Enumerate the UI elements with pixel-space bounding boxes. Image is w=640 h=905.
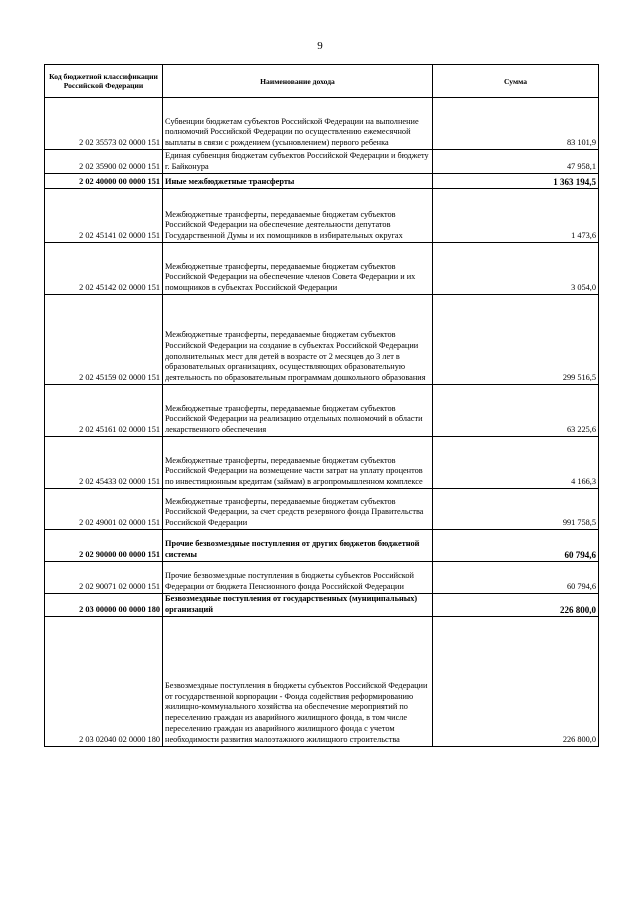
table-header-row xyxy=(45,65,599,98)
row-name: Прочие безвозмездные поступления в бюджеты субъектов Российской Федерации от бюджета Пенсионного фонда Российской Федерации xyxy=(163,562,433,594)
header-name: Наименование дохода xyxy=(163,65,433,98)
table-row xyxy=(45,437,599,489)
row-code: 2 02 45142 02 0000 151 xyxy=(45,243,163,295)
row-sum: 226 800,0 xyxy=(433,616,599,746)
row-name: Межбюджетные трансферты, передаваемые бюджетам субъектов Российской Федерации, за счет средств резервного фонда Правительства Российской Федерации xyxy=(163,489,433,530)
table-row xyxy=(45,562,599,594)
row-code: 2 02 45141 02 0000 151 xyxy=(45,189,163,243)
row-name: Межбюджетные трансферты, передаваемые бюджетам субъектов Российской Федерации на обеспечение членов Совета Федерации и их помощников в субъектах Российской Федерации xyxy=(163,243,433,295)
page-number: 9 xyxy=(317,40,323,52)
row-code: 2 02 90000 00 0000 151 xyxy=(45,530,163,562)
row-code: 2 02 90071 02 0000 151 xyxy=(45,562,163,594)
revenue-table xyxy=(44,64,599,747)
table-row xyxy=(45,385,599,437)
table-row xyxy=(45,189,599,243)
row-name: Безвозмездные поступления от государственных (муниципальных) организаций xyxy=(163,594,433,617)
row-code: 2 02 35573 02 0000 151 xyxy=(45,98,163,150)
row-sum: 299 516,5 xyxy=(433,295,599,385)
row-sum: 226 800,0 xyxy=(433,594,599,617)
row-name: Единая субвенция бюджетам субъектов Российской Федерации и бюджету г. Байконура xyxy=(163,150,433,174)
header-sum: Сумма xyxy=(433,65,599,98)
table-row xyxy=(45,150,599,174)
row-name: Межбюджетные трансферты, передаваемые бюджетам субъектов Российской Федерации на возмещение части затрат на уплату процентов по инвестиционным кредитам (займам) в агропромышленном комплексе xyxy=(163,437,433,489)
row-sum: 47 958,1 xyxy=(433,150,599,174)
row-name: Межбюджетные трансферты, передаваемые бюджетам субъектов Российской Федерации на обеспечение деятельности депутатов Государственной Думы и их помощников в избирательных округах xyxy=(163,189,433,243)
row-code: 2 02 45433 02 0000 151 xyxy=(45,437,163,489)
row-sum: 4 166,3 xyxy=(433,437,599,489)
table-row xyxy=(45,243,599,295)
row-sum: 3 054,0 xyxy=(433,243,599,295)
row-sum: 991 758,5 xyxy=(433,489,599,530)
table-row xyxy=(45,594,599,617)
table-row xyxy=(45,295,599,385)
row-code: 2 02 45161 02 0000 151 xyxy=(45,385,163,437)
row-name: Межбюджетные трансферты, передаваемые бюджетам субъектов Российской Федерации на создание в субъектах Российской Федерации дополнительных мест для детей в возрасте от 2 месяцев до 3 лет в образовательных организациях, осуществляющих образовательную деятельность по образовательным программам дошкольного образования xyxy=(163,295,433,385)
table-row xyxy=(45,174,599,189)
row-code: 2 02 40000 00 0000 151 xyxy=(45,174,163,189)
row-name: Иные межбюджетные трансферты xyxy=(163,174,433,189)
row-sum: 60 794,6 xyxy=(433,530,599,562)
row-name: Межбюджетные трансферты, передаваемые бюджетам субъектов Российской Федерации на реализацию отдельных полномочий в области лекарственного обеспечения xyxy=(163,385,433,437)
row-code: 2 02 45159 02 0000 151 xyxy=(45,295,163,385)
row-sum: 1 363 194,5 xyxy=(433,174,599,189)
header-code: Код бюджетной классификации Российской Федерации xyxy=(45,65,163,98)
row-code: 2 03 00000 00 0000 180 xyxy=(45,594,163,617)
table-row xyxy=(45,530,599,562)
row-code: 2 03 02040 02 0000 180 xyxy=(45,616,163,746)
row-sum: 83 101,9 xyxy=(433,98,599,150)
row-name: Безвозмездные поступления в бюджеты субъектов Российской Федерации от государственной корпорации - Фонда содействия реформированию жилищно-коммунального хозяйства на обеспечение мероприятий по переселению граждан из аварийного жилищного фонда, в том числе переселению граждан из аварийного жилищного фонда с учетом необходимости развития малоэтажного жилищного строительства xyxy=(163,616,433,746)
row-code: 2 02 49001 02 0000 151 xyxy=(45,489,163,530)
row-code: 2 02 35900 02 0000 151 xyxy=(45,150,163,174)
row-sum: 1 473,6 xyxy=(433,189,599,243)
table-row xyxy=(45,489,599,530)
table-row xyxy=(45,616,599,746)
row-name: Субвенции бюджетам субъектов Российской Федерации на выполнение полномочий Российской Федерации по осуществлению ежемесячной выплаты в связи с рождением (усыновлением) первого ребенка xyxy=(163,98,433,150)
row-name: Прочие безвозмездные поступления от других бюджетов бюджетной системы xyxy=(163,530,433,562)
row-sum: 60 794,6 xyxy=(433,562,599,594)
row-sum: 63 225,6 xyxy=(433,385,599,437)
table-row xyxy=(45,98,599,150)
